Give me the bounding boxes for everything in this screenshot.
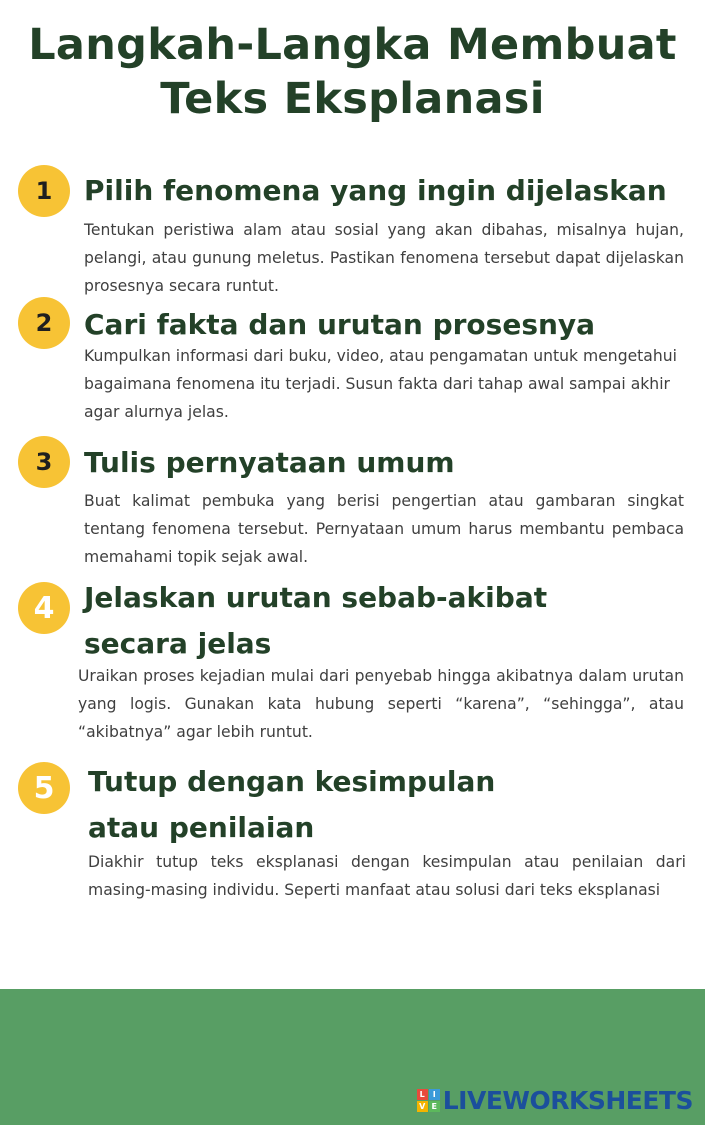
step-description: Kumpulkan informasi dari buku, video, atau pengamatan untuk mengetahui bagaimana fenomena itu terjadi. Susun fakta dari tahap awal sampai akhir agar alurnya jelas. — [84, 347, 677, 421]
logo-letter: I — [429, 1089, 440, 1100]
logo-letter: V — [417, 1101, 428, 1112]
logo-letter: L — [417, 1089, 428, 1100]
step-description: Diakhir tutup teks eksplanasi dengan kesimpulan atau penilaian dari masing-masing individu. Seperti manfaat atau solusi dari teks eksplanasi — [88, 853, 686, 899]
step-description: Buat kalimat pembuka yang berisi pengertian atau gambaran singkat tentang fenomena tersebut. Pernyataan umum harus membantu pembaca memahami topik sejak awal. — [84, 492, 684, 566]
step-description: Uraikan proses kejadian mulai dari penyebab hingga akibatnya dalam urutan yang logis. Gunakan kata hubung seperti “karena”, “sehingga”, atau “akibatnya” agar lebih runtut. — [78, 667, 684, 741]
liveworksheets-logo[interactable] — [417, 1086, 693, 1115]
step-heading: Pilih fenomena yang ingin dijelaskan — [84, 174, 667, 207]
step-number-badge: 2 — [18, 297, 70, 349]
step-heading-line-1: Jelaskan urutan sebab-akibat — [84, 581, 548, 614]
footer-bar — [0, 989, 705, 1125]
step-number-badge: 1 — [18, 165, 70, 217]
step-heading: Tulis pernyataan umum — [84, 446, 455, 479]
brand-name: LIVEWORKSHEETS — [442, 1086, 693, 1115]
page-title-line-1: Langkah-Langka Membuat — [28, 20, 677, 70]
logo-icon — [417, 1089, 440, 1112]
page-title — [0, 18, 705, 126]
step-heading-line-2: atau penilaian — [88, 811, 315, 844]
step-number-badge: 3 — [18, 436, 70, 488]
step-heading-line-1: Tutup dengan kesimpulan — [88, 765, 496, 798]
step-number-badge: 4 — [18, 582, 70, 634]
logo-letter: E — [429, 1101, 440, 1112]
step-number-badge: 5 — [18, 762, 70, 814]
step-heading-line-2: secara jelas — [84, 627, 272, 660]
page-title-line-2: Teks Eksplanasi — [160, 74, 545, 124]
step-heading: Cari fakta dan urutan prosesnya — [84, 308, 596, 341]
step-description: Tentukan peristiwa alam atau sosial yang akan dibahas, misalnya hujan, pelangi, atau gunung meletus. Pastikan fenomena tersebut dapat dijelaskan prosesnya secara runtut. — [84, 221, 684, 295]
